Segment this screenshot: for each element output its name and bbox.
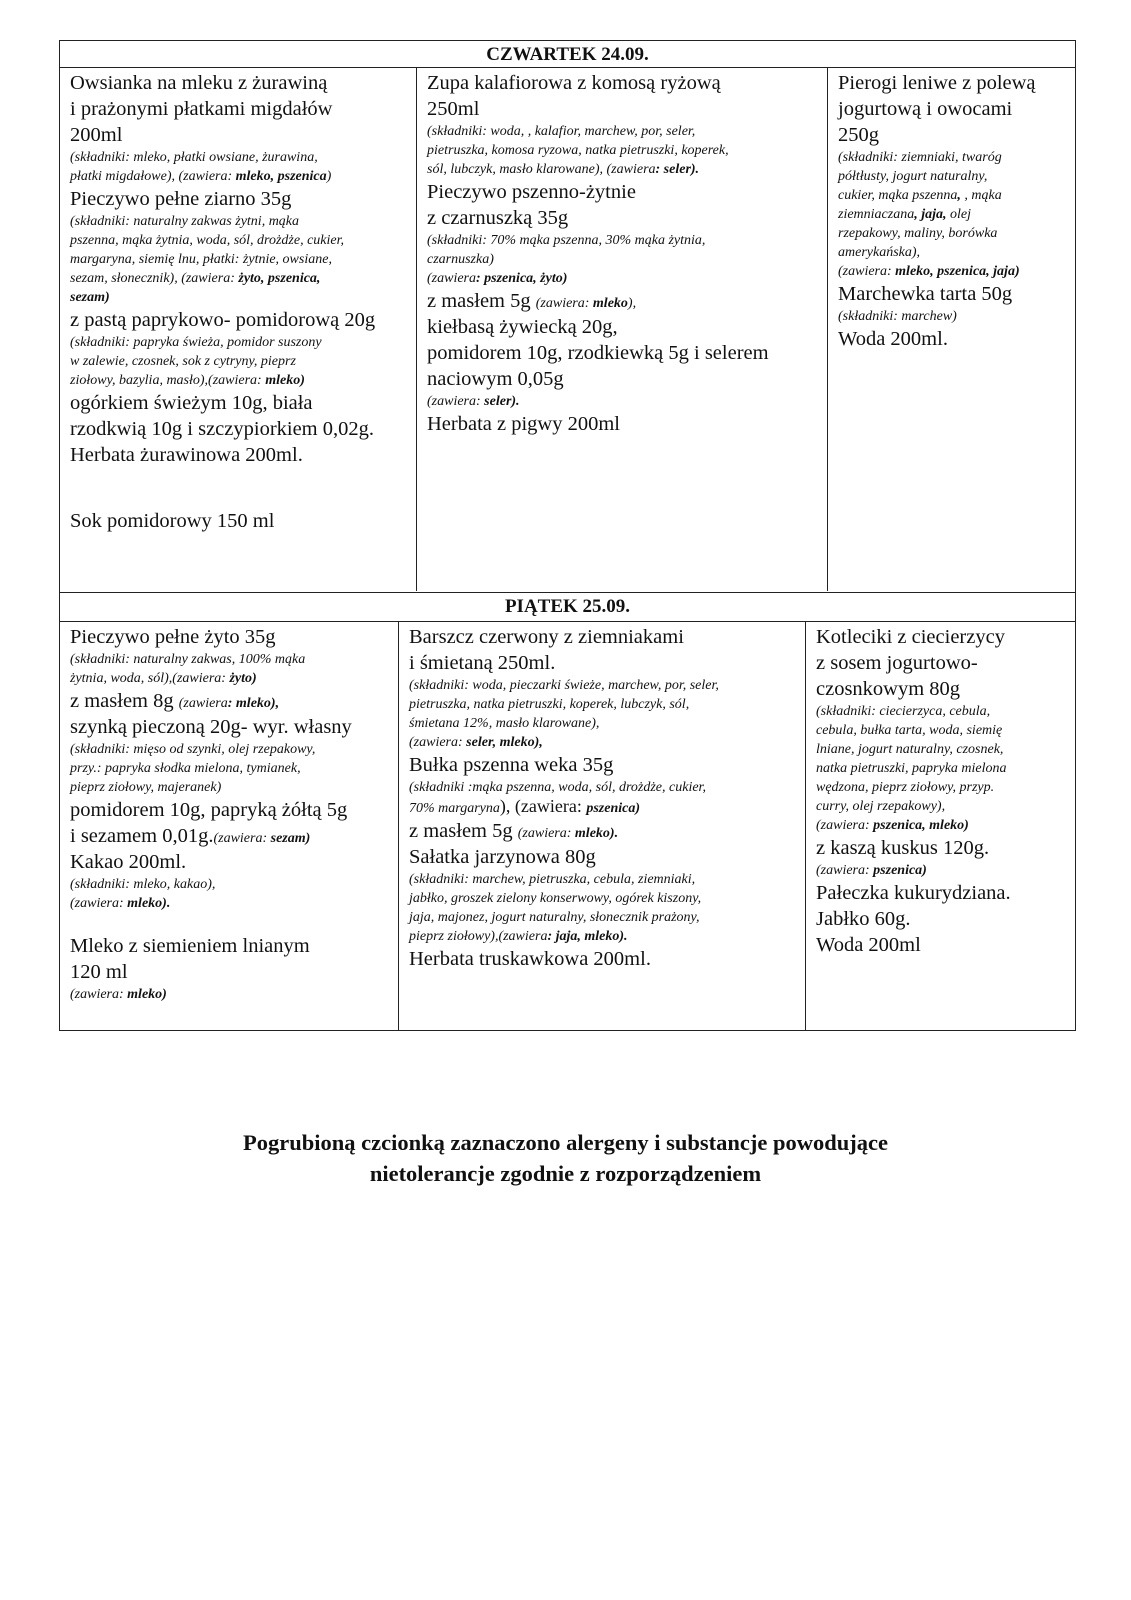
ingredients: (składniki :mąka pszenna, woda, sól, drożdże, cukier, 70% margaryna), (zawiera: pszenica): [409, 780, 706, 816]
ingredients: (zawiera: seler).: [427, 394, 520, 409]
ingredients: (składniki: mięso od szynki, olej rzepakowy, przy.: papryka słodka mielona, tymianek, pieprz ziołowy, majeranek): [70, 742, 316, 795]
allergens: mleko, pszenica: [235, 169, 327, 184]
thursday-lunch: [417, 68, 828, 591]
ingredients: (składniki: naturalny zakwas żytni, mąka pszenna, mąka żytnia, woda, sól, drożdże, cukier, margaryna, siemię lnu, płatki: żytnie, owsiane, sezam, słonecznik), (zawiera: żyto, pszenica, sezam): [70, 214, 345, 305]
menu-item: Herbata z pigwy 200ml: [427, 413, 620, 435]
day-title: PIĄTEK 25.09.: [60, 593, 1075, 622]
friday-lunch: [399, 622, 806, 1031]
ingredients: (składniki: marchew): [838, 309, 957, 324]
ingredients: (składniki: mleko, kakao), (zawiera: mleko).: [70, 877, 216, 911]
menu-item: z masłem 5g (zawiera: mleko),: [427, 290, 637, 312]
allergens: sezam): [270, 831, 311, 846]
menu-item: Owsianka na mleku z żurawiną i prażonymi płatkami migdałów 200ml: [70, 72, 333, 146]
menu-item: Bułka pszenna weka 35g: [409, 754, 614, 776]
allergens: mleko): [127, 987, 167, 1002]
ingredients: (składniki: woda, , kalafior, marchew, por, seler, pietruszka, komosa ryzowa, natka pietruszki, koperek, sól, lubczyk, masło klarowane), (zawiera: seler).: [427, 124, 729, 177]
ingredients: (składniki: ziemniaki, twaróg półtłusty, jogurt naturalny, cukier, mąka pszenna, , mąka ziemniaczana, jaja, olej rzepakowy, maliny, borówka amerykańska), (zawiera: mleko, pszenica, jaja): [838, 150, 1020, 279]
allergens: : jaja, mleko).: [547, 929, 628, 944]
menu-item: z pastą paprykowo- pomidorową 20g: [70, 309, 376, 331]
ingredients: (składniki: marchew, pietruszka, cebula, ziemniaki, jabłko, groszek zielony konserwowy, ogórek kiszony, jaja, majonez, jogurt naturalny, słonecznik prażony, pieprz ziołowy),(zawiera: jaja, mleko).: [409, 872, 702, 944]
thursday-dinner: [828, 68, 1075, 591]
menu-item: Herbata truskawkowa 200ml.: [409, 948, 651, 970]
menu-item: Pierogi leniwe z polewą jogurtową i owocami 250g: [838, 72, 1036, 146]
allergens: : pszenica, żyto): [476, 271, 568, 286]
menu-item: kiełbasą żywiecką 20g, pomidorem 10g, rzodkiewką 5g i selerem naciowym 0,05g: [427, 316, 769, 390]
menu-item: z masłem 8g (zawiera: mleko),: [70, 690, 280, 712]
menu-item: Sok pomidorowy 150 ml: [70, 510, 275, 532]
thursday-breakfast: [60, 68, 417, 591]
allergens: mleko).: [127, 896, 171, 911]
menu-item: Pałeczka kukurydziana. Jabłko 60g. Woda 200ml: [816, 882, 1011, 956]
menu-item: Zupa kalafiorowa z komosą ryżową 250ml: [427, 72, 721, 120]
allergens: mleko, pszenica, jaja): [895, 264, 1020, 279]
allergens: seler).: [484, 394, 520, 409]
day-title: CZWARTEK 24.09.: [60, 41, 1075, 68]
allergens: jaja,: [921, 207, 947, 222]
ingredients: (składniki: papryka świeża, pomidor suszony w zalewie, czosnek, sok z cytryny, pieprz ziołowy, bazylia, masło),(zawiera: mleko): [70, 335, 322, 388]
menu-item: Mleko z siemieniem lnianym 120 ml: [70, 935, 310, 983]
ingredients: (składniki: naturalny zakwas, 100% mąka żytnia, woda, sól),(zawiera: żyto): [70, 652, 306, 686]
allergens: żyto): [229, 671, 257, 686]
menu-item: ogórkiem świeżym 10g, biała rzodkwią 10g i szczypiorkiem 0,02g. Herbata żurawinowa 200ml.: [70, 392, 375, 466]
friday-breakfast: [60, 622, 399, 1031]
allergens: pszenica): [873, 863, 927, 878]
allergens: mleko).: [574, 826, 619, 841]
ingredients: (zawiera: pszenica): [816, 863, 927, 878]
ingredients: (składniki: ciecierzyca, cebula, cebula, bułka tarta, woda, siemię lniane, jogurt naturalny, czosnek, natka pietruszki, papryka mielona wędzona, pieprz ziołowy, przyp. curry, olej rzepakowy), (zawiera: pszenica, mleko): [816, 704, 1007, 833]
menu-item: Marchewka tarta 50g: [838, 283, 1013, 305]
allergens: mleko: [592, 296, 628, 311]
menu-item: pomidorem 10g, papryką żółtą 5g i sezamem 0,01g.(zawiera: sezam): [70, 799, 348, 847]
menu-item: Pieczywo pełne ziarno 35g: [70, 188, 292, 210]
menu-item: Kotleciki z ciecierzycy z sosem jogurtowo- czosnkowym 80g: [816, 626, 1005, 700]
menu-item: Pieczywo pełne żyto 35g: [70, 626, 276, 648]
menu-item: Kakao 200ml.: [70, 851, 187, 873]
menu-item: szynką pieczoną 20g- wyr. własny: [70, 716, 352, 738]
menu-item: z masłem 5g (zawiera: mleko).: [409, 820, 619, 842]
allergens: : seler).: [655, 162, 700, 177]
allergens: mleko): [265, 373, 305, 388]
thursday-table: [59, 40, 1076, 593]
ingredients: (składniki: mleko, płatki owsiane, żurawina, płatki migdałowe), (zawiera: mleko, pszenica): [70, 150, 332, 184]
menu-item: Pieczywo pszenno-żytnie z czarnuszką 35g: [427, 181, 636, 229]
ingredients: (składniki: woda, pieczarki świeże, marchew, por, seler, pietruszka, natka pietruszki, koperek, lubczyk, sól, śmietana 12%, masło klarowane), (zawiera: seler, mleko),: [409, 678, 719, 750]
ingredients: (zawiera: mleko): [70, 987, 167, 1002]
ingredients: (składniki: 70% mąka pszenna, 30% mąka żytnia, czarnuszka) (zawiera: pszenica, żyto): [427, 233, 706, 286]
menu-item: Woda 200ml.: [838, 328, 948, 350]
menu-item: z kaszą kuskus 120g.: [816, 837, 990, 859]
allergen-note: Pogrubioną czcionką zaznaczono alergeny i substancje powodujące nietolerancje zgodnie z rozporządzeniem: [243, 1130, 888, 1186]
menu-item: Barszcz czerwony z ziemniakami i śmietaną 250ml.: [409, 626, 684, 674]
allergens: żyto, pszenica, sezam): [70, 271, 321, 305]
allergens: seler, mleko),: [466, 735, 543, 750]
friday-dinner: [806, 622, 1075, 1031]
friday-table: [59, 593, 1076, 1031]
allergens: pszenica): [586, 801, 640, 816]
menu-item: Sałatka jarzynowa 80g: [409, 846, 596, 868]
allergens: pszenica, mleko): [873, 818, 969, 833]
allergens: : mleko),: [227, 696, 280, 711]
